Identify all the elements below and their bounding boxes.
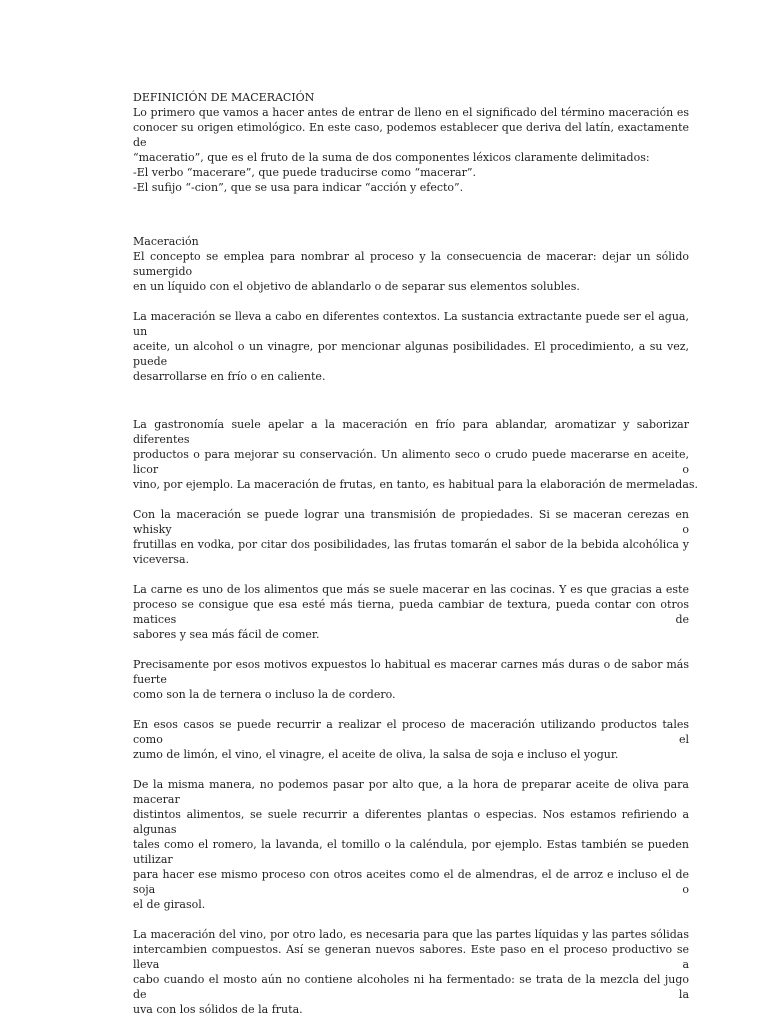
paragraph-line: De la misma manera, no podemos pasar por alto que, a la hora de preparar aceite de oliva para macerar bbox=[133, 778, 689, 806]
paragraph-line: Precisamente por esos motivos expuestos lo habitual es macerar carnes más duras o de sabor más fuerte bbox=[133, 658, 689, 686]
paragraph-line: distintos alimentos, se suele recurrir a diferentes plantas o especias. Nos estamos refiriendo a algunas bbox=[133, 808, 689, 836]
paragraph-line: En esos casos se puede recurrir a realizar el proceso de maceración utilizando productos tales como el bbox=[133, 718, 689, 746]
paragraph-line: Con la maceración se puede lograr una transmisión de propiedades. Si se maceran cerezas en whisky o bbox=[133, 508, 689, 536]
paragraph-gastronomia bbox=[133, 417, 699, 492]
paragraph-line: vino, por ejemplo. La maceración de frutas, en tanto, es habitual para la elaboración de mermeladas. bbox=[133, 478, 699, 491]
intro-line: Lo primero que vamos a hacer antes de entrar de lleno en el significado del término maceración es bbox=[133, 106, 689, 119]
paragraph-contexts bbox=[133, 309, 689, 384]
paragraph-aceite bbox=[133, 777, 689, 912]
section-line: El concepto se emplea para nombrar al proceso y la consecuencia de macerar: dejar un sólido sumergido bbox=[133, 250, 689, 278]
paragraph-line: frutillas en vodka, por citar dos posibilidades, las frutas tomarán el sabor de la bebida alcohólica y bbox=[133, 538, 689, 551]
paragraph-line: el de girasol. bbox=[133, 898, 206, 911]
intro-line: “maceratio”, que es el fruto de la suma de dos componentes léxicos claramente delimitados: bbox=[133, 151, 650, 164]
paragraph-line: desarrollarse en frío o en caliente. bbox=[133, 370, 326, 383]
paragraph-line: La carne es uno de los alimentos que más se suele macerar en las cocinas. Y es que gracias a este bbox=[133, 583, 689, 596]
document-page bbox=[133, 90, 699, 1017]
intro-line: -El verbo “macerare”, que puede traducirse como “macerar”. bbox=[133, 166, 476, 179]
paragraph-line: como son la de ternera o incluso la de cordero. bbox=[133, 688, 396, 701]
section-title: Maceración bbox=[133, 235, 199, 248]
paragraph-carne bbox=[133, 582, 689, 642]
paragraph-line: La gastronomía suele apelar a la maceración en frío para ablandar, aromatizar y saborizar diferentes bbox=[133, 418, 689, 446]
paragraph-line: zumo de limón, el vino, el vinagre, el aceite de oliva, la salsa de soja e incluso el yogur. bbox=[133, 748, 619, 761]
paragraph-line: aceite, un alcohol o un vinagre, por mencionar algunas posibilidades. El procedimiento, a su vez, puede bbox=[133, 340, 689, 368]
paragraph-line: intercambien compuestos. Así se generan nuevos sabores. Este paso en el proceso productivo se lleva a bbox=[133, 943, 689, 971]
paragraph-casos bbox=[133, 717, 689, 762]
section-paragraph bbox=[133, 249, 689, 294]
paragraph-propiedades bbox=[133, 507, 689, 567]
paragraph-motivos bbox=[133, 657, 689, 702]
paragraph-line: tales como el romero, la lavanda, el tomillo o la caléndula, por ejemplo. Estas también se pueden utilizar bbox=[133, 838, 689, 866]
paragraph-line: proceso se consigue que esa esté más tierna, pueda cambiar de textura, pueda contar con otros matices de bbox=[133, 598, 689, 626]
paragraph-line: La maceración se lleva a cabo en diferentes contextos. La sustancia extractante puede ser el agua, un bbox=[133, 310, 689, 338]
paragraph-line: sabores y sea más fácil de comer. bbox=[133, 628, 320, 641]
section-line: en un líquido con el objetivo de ablandarlo o de separar sus elementos solubles. bbox=[133, 280, 580, 293]
paragraph-line: uva con los sólidos de la fruta. bbox=[133, 1003, 303, 1016]
document-heading: DEFINICIÓN DE MACERACIÓN bbox=[133, 91, 315, 104]
paragraph-line: La maceración del vino, por otro lado, es necesaria para que las partes líquidas y las partes sólidas bbox=[133, 928, 689, 941]
intro-line: conocer su origen etimológico. En este caso, podemos establecer que deriva del latín, exactamente de bbox=[133, 121, 689, 149]
paragraph-line: cabo cuando el mosto aún no contiene alcoholes ni ha fermentado: se trata de la mezcla del jugo de la bbox=[133, 973, 689, 1001]
intro-line: -El sufijo “-cion”, que se usa para indicar “acción y efecto”. bbox=[133, 181, 464, 194]
intro-paragraph bbox=[133, 105, 689, 195]
paragraph-vino bbox=[133, 927, 689, 1017]
paragraph-line: para hacer ese mismo proceso con otros aceites como el de almendras, el de arroz e incluso el de soja o bbox=[133, 868, 689, 896]
paragraph-line: productos o para mejorar su conservación. Un alimento seco o crudo puede macerarse en aceite, licor o bbox=[133, 448, 689, 476]
paragraph-line: viceversa. bbox=[133, 553, 190, 566]
